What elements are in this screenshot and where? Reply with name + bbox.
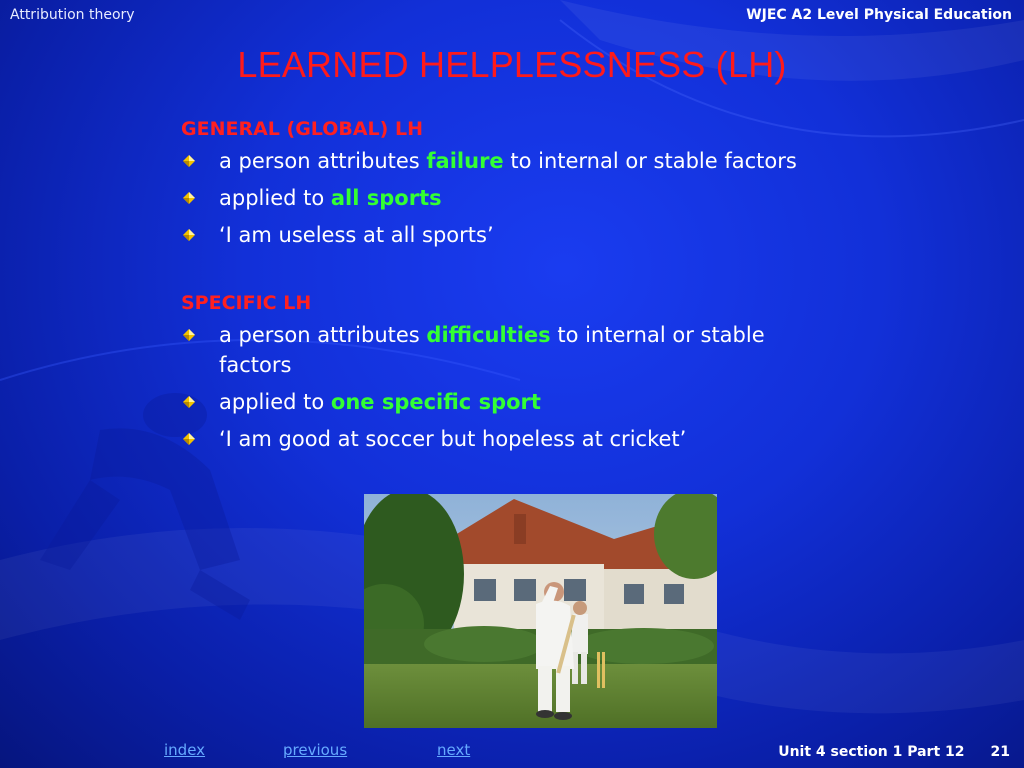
- bullet-text-end: to internal or stable factors: [503, 149, 797, 173]
- bullet-highlight: failure: [426, 149, 504, 173]
- cricket-photo: [364, 494, 717, 728]
- footer-unit: Unit 4 section 1 Part 12: [778, 744, 965, 760]
- bullet-text-end: to internal or stable factors: [219, 323, 765, 377]
- index-link[interactable]: index: [164, 741, 206, 759]
- header-topic: Attribution theory: [10, 7, 135, 23]
- bullet-list-general: [181, 146, 861, 250]
- bullet-highlight: all sports: [330, 186, 442, 210]
- bullet-text: applied to: [219, 390, 331, 414]
- bullet-item: [181, 146, 861, 176]
- slide-title: LEARNED HELPLESSNESS (LH): [237, 44, 787, 85]
- diamond-bullet-icon: [183, 396, 195, 408]
- page-number: 21: [990, 744, 1010, 760]
- bullet-text: a person attributes: [219, 323, 427, 347]
- bullet-item: [181, 424, 861, 454]
- section-heading-general: GENERAL (GLOBAL) LH: [181, 118, 423, 140]
- section-heading-specific: SPECIFIC LH: [181, 292, 312, 314]
- next-link[interactable]: next: [437, 741, 471, 759]
- header-course: WJEC A2 Level Physical Education: [746, 7, 1012, 23]
- slide-footer: [778, 744, 1010, 760]
- diamond-bullet-icon: [183, 229, 195, 241]
- bullet-text: applied to: [219, 186, 331, 210]
- bullet-item: [181, 320, 819, 380]
- previous-link[interactable]: previous: [283, 741, 348, 759]
- diamond-bullet-icon: [183, 329, 195, 341]
- slide-content: [181, 118, 861, 461]
- diamond-bullet-icon: [183, 192, 195, 204]
- bullet-highlight: one specific sport: [330, 390, 541, 414]
- diamond-bullet-icon: [183, 433, 195, 445]
- cricket-photo-image: [364, 494, 717, 728]
- bullet-text: ‘I am good at soccer but hopeless at cricket’: [219, 427, 687, 451]
- bullet-list-specific: [181, 320, 861, 454]
- diamond-bullet-icon: [183, 155, 195, 167]
- bullet-item: [181, 220, 861, 250]
- bullet-text: a person attributes: [219, 149, 427, 173]
- bullet-text: ‘I am useless at all sports’: [219, 223, 494, 247]
- bullet-item: [181, 183, 861, 213]
- bullet-highlight: difficulties: [426, 323, 551, 347]
- bullet-item: [181, 387, 861, 417]
